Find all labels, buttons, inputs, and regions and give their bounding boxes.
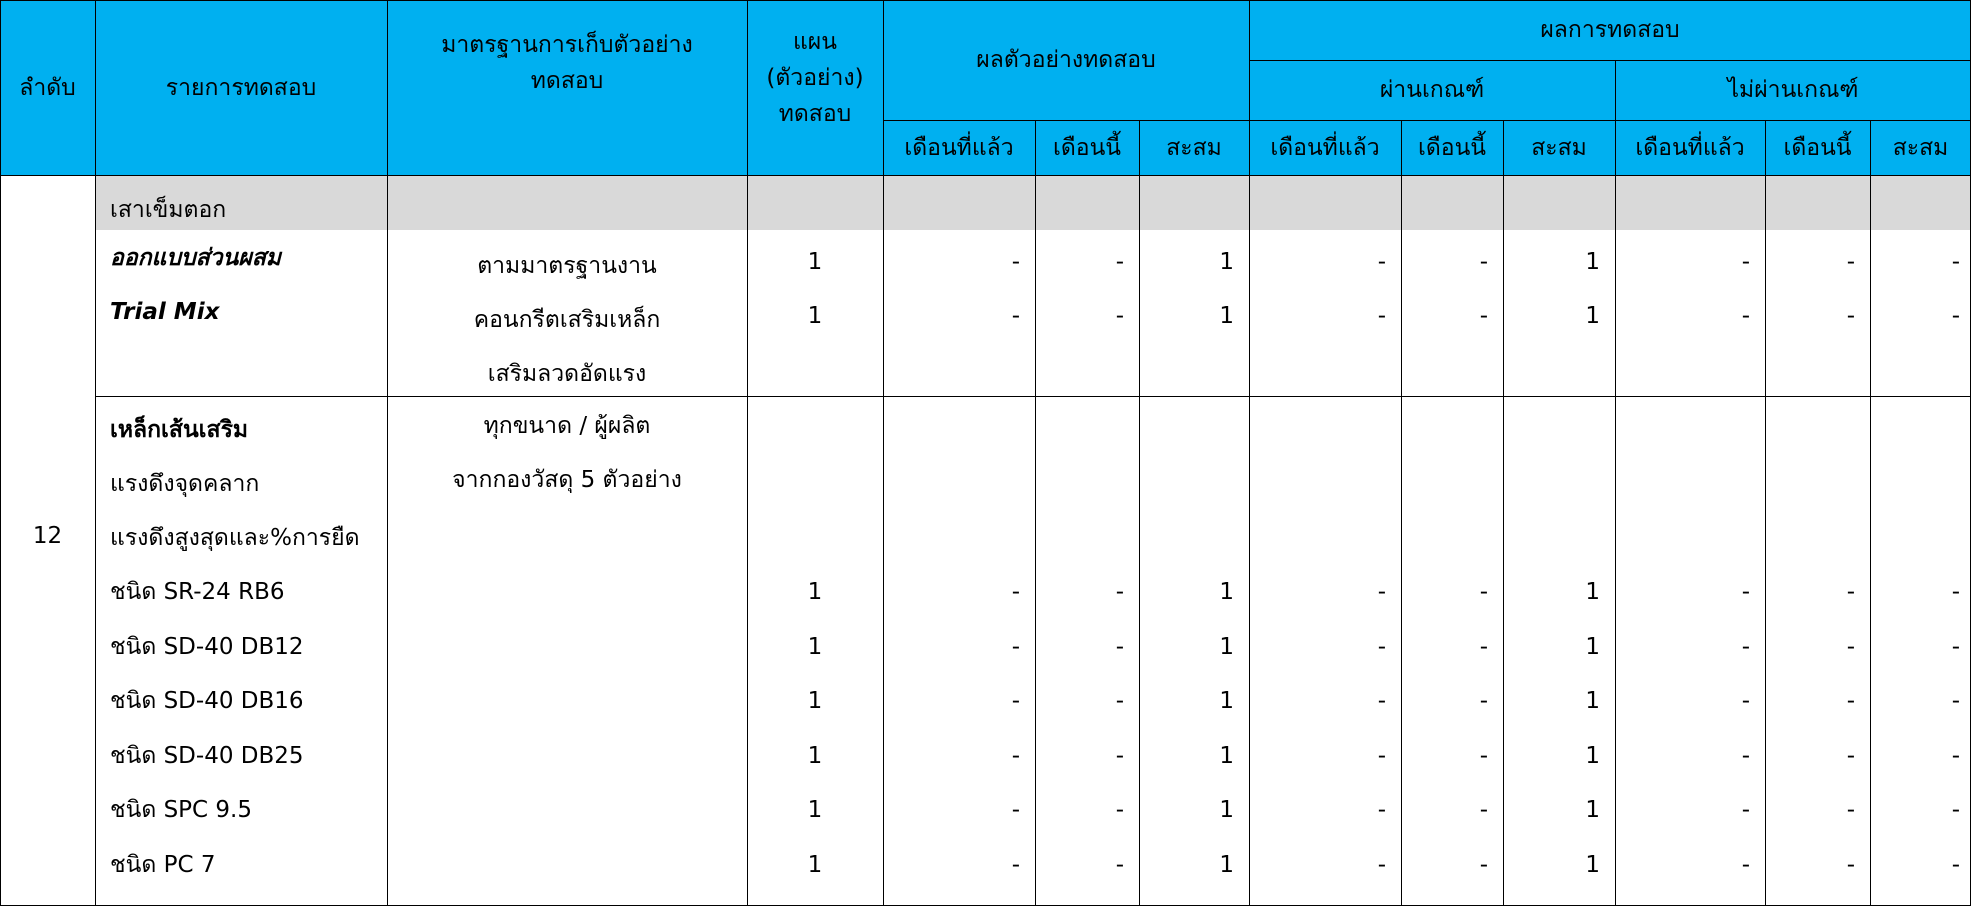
header-sub-9: [1870, 120, 1971, 175]
cell-value: -: [1115, 249, 1124, 275]
header-sub-8: [1765, 120, 1870, 175]
cell-value: 1: [1585, 852, 1600, 878]
header-sub-label: เดือนที่แล้ว: [1270, 134, 1380, 161]
cell-value: -: [1115, 743, 1124, 769]
header-sub-3: [1139, 120, 1249, 175]
header-sub-5: [1401, 120, 1503, 175]
group-title: ออกแบบส่วนผสม: [110, 245, 281, 271]
header-seq-label: ลำดับ: [19, 74, 76, 101]
cell-value: -: [1011, 797, 1020, 823]
cell-value: -: [1479, 743, 1488, 769]
standard-text: ตามมาตรฐานงาน: [477, 253, 657, 279]
cell-value: -: [1115, 852, 1124, 878]
cell-value: 1: [1585, 634, 1600, 660]
cell-value: -: [1011, 743, 1020, 769]
cell-value: -: [1846, 852, 1855, 878]
header-pass-label: ผ่านเกณฑ์: [1379, 77, 1485, 103]
seq-number: 12: [32, 523, 63, 549]
rule: [1503, 120, 1504, 906]
rule: [1765, 120, 1766, 906]
plan-value: 1: [807, 303, 823, 329]
rule: [0, 0, 1, 906]
group-note: แรงดึงจุดคลาก: [110, 471, 260, 497]
rule: [1139, 120, 1140, 906]
cell-value: -: [1951, 579, 1960, 605]
header-plan: [747, 0, 883, 175]
cell-value: -: [1115, 303, 1124, 329]
cell-value: -: [1741, 579, 1750, 605]
cell-value: -: [1846, 579, 1855, 605]
standard-text: จากกองวัสดุ 5 ตัวอย่าง: [452, 467, 682, 493]
header-sample-results-label: ผลตัวอย่างทดสอบ: [976, 47, 1156, 73]
rule: [1401, 120, 1402, 906]
cell-value: -: [1377, 743, 1386, 769]
cell-value: 1: [1585, 249, 1600, 275]
cell-value: -: [1741, 743, 1750, 769]
section-title: เสาเข็มตอก: [110, 197, 227, 223]
cell-value: -: [1479, 797, 1488, 823]
cell-value: -: [1951, 797, 1960, 823]
cell-value: 1: [1219, 579, 1234, 605]
header-fail: [1615, 60, 1971, 120]
header-test-results-label: ผลการทดสอบ: [1540, 17, 1680, 43]
rule: [1615, 60, 1616, 906]
rule: [1035, 120, 1036, 906]
cell-value: 1: [1585, 797, 1600, 823]
header-sample-results: [883, 0, 1249, 120]
row-label: ชนิด SD-40 DB16: [110, 688, 304, 714]
cell-value: 1: [1219, 743, 1234, 769]
header-plan-line3: ทดสอบ: [778, 100, 852, 127]
header-sub-label: เดือนนี้: [1783, 134, 1852, 161]
header-sub-2: [1035, 120, 1139, 175]
cell-value: -: [1846, 249, 1855, 275]
row-label: ชนิด SR-24 RB6: [110, 579, 285, 605]
header-plan-line2: (ตัวอย่าง): [766, 64, 864, 91]
cell-value: -: [1011, 688, 1020, 714]
cell-value: -: [1377, 303, 1386, 329]
rule: [95, 0, 96, 906]
cell-value: 1: [1219, 852, 1234, 878]
header-seq: [0, 0, 95, 175]
cell-value: 1: [1219, 688, 1234, 714]
section-row-bg: [95, 175, 1971, 230]
cell-value: -: [1479, 634, 1488, 660]
header-sub-label: สะสม: [1531, 134, 1587, 161]
rule: [387, 0, 388, 906]
group-title: เหล็กเส้นเสริม: [110, 417, 249, 443]
header-standard-line2: ทดสอบ: [530, 67, 604, 94]
cell-value: -: [1951, 634, 1960, 660]
header-sub-7: [1615, 120, 1765, 175]
cell-value: -: [1741, 852, 1750, 878]
header-test-results: [1249, 0, 1971, 60]
standard-text: เสริมลวดอัดแรง: [487, 361, 647, 387]
cell-value: -: [1115, 688, 1124, 714]
header-pass: [1249, 60, 1615, 120]
cell-value: -: [1011, 249, 1020, 275]
header-sub-label: เดือนที่แล้ว: [904, 134, 1014, 161]
cell-value: -: [1741, 303, 1750, 329]
row-label: ชนิด SPC 9.5: [110, 797, 252, 823]
row-label: ชนิด PC 7: [110, 852, 216, 878]
cell-value: 1: [1585, 743, 1600, 769]
cell-value: -: [1741, 688, 1750, 714]
group-subtitle: Trial Mix: [110, 299, 220, 325]
cell-value: -: [1951, 743, 1960, 769]
cell-value: -: [1846, 634, 1855, 660]
cell-value: -: [1741, 797, 1750, 823]
cell-value: -: [1377, 797, 1386, 823]
cell-value: -: [1011, 303, 1020, 329]
rule: [1249, 60, 1971, 61]
cell-value: -: [1011, 634, 1020, 660]
header-sub-label: เดือนที่แล้ว: [1635, 134, 1745, 161]
cell-value: -: [1377, 634, 1386, 660]
cell-value: 1: [1585, 303, 1600, 329]
header-sub-label: เดือนนี้: [1417, 134, 1487, 161]
cell-value: -: [1377, 579, 1386, 605]
header-standard: [387, 0, 747, 175]
cell-value: -: [1846, 688, 1855, 714]
cell-value: -: [1377, 852, 1386, 878]
header-sub-label: เดือนนี้: [1052, 134, 1122, 161]
plan-value: 1: [807, 797, 823, 823]
header-item-label: รายการทดสอบ: [165, 74, 317, 101]
rule: [95, 396, 1971, 397]
cell-value: -: [1951, 249, 1960, 275]
rule: [0, 0, 1971, 1]
group-note: แรงดึงสูงสุดและ%การยืด: [110, 525, 360, 551]
standard-text: คอนกรีตเสริมเหล็ก: [473, 307, 661, 333]
rule: [883, 120, 1971, 121]
rule: [883, 0, 884, 906]
cell-value: 1: [1219, 797, 1234, 823]
header-sub-6: [1503, 120, 1615, 175]
cell-value: 1: [1219, 249, 1234, 275]
cell-value: -: [1846, 303, 1855, 329]
plan-value: 1: [807, 852, 823, 878]
rule: [1870, 120, 1871, 906]
cell-value: -: [1377, 688, 1386, 714]
rule: [1249, 0, 1250, 906]
cell-value: -: [1741, 249, 1750, 275]
plan-value: 1: [807, 579, 823, 605]
cell-value: 1: [1219, 634, 1234, 660]
plan-value: 1: [807, 743, 823, 769]
header-fail-label: ไม่ผ่านเกณฑ์: [1727, 77, 1859, 103]
cell-value: -: [1951, 303, 1960, 329]
cell-value: -: [1479, 688, 1488, 714]
plan-value: 1: [807, 634, 823, 660]
cell-value: 1: [1585, 579, 1600, 605]
cell-value: -: [1115, 634, 1124, 660]
header-standard-text: [441, 27, 693, 99]
cell-value: -: [1115, 579, 1124, 605]
header-sub-4: [1249, 120, 1401, 175]
cell-value: -: [1951, 688, 1960, 714]
cell-value: -: [1479, 579, 1488, 605]
row-label: ชนิด SD-40 DB12: [110, 634, 304, 660]
header-sub-label: สะสม: [1166, 134, 1222, 161]
header-plan-text: [766, 24, 863, 132]
standard-text: ทุกขนาด / ผู้ผลิต: [483, 413, 651, 439]
cell-value: -: [1479, 249, 1488, 275]
header-item: [95, 0, 387, 175]
rule: [0, 175, 1971, 176]
cell-value: 1: [1219, 303, 1234, 329]
cell-value: -: [1377, 249, 1386, 275]
cell-value: -: [1011, 579, 1020, 605]
cell-value: -: [1951, 852, 1960, 878]
cell-value: -: [1479, 852, 1488, 878]
cell-value: -: [1741, 634, 1750, 660]
cell-value: -: [1846, 797, 1855, 823]
header-sub-1: [883, 120, 1035, 175]
header-sub-label: สะสม: [1892, 134, 1949, 161]
rule: [747, 0, 748, 906]
plan-value: 1: [807, 688, 823, 714]
cell-value: 1: [1585, 688, 1600, 714]
cell-value: -: [1846, 743, 1855, 769]
cell-value: -: [1011, 852, 1020, 878]
row-label: ชนิด SD-40 DB25: [110, 743, 304, 769]
cell-value: -: [1479, 303, 1488, 329]
header-plan-line1: แผน: [792, 28, 837, 55]
cell-value: -: [1115, 797, 1124, 823]
plan-value: 1: [807, 249, 823, 275]
header-standard-line1: มาตรฐานการเก็บตัวอย่าง: [441, 31, 693, 58]
